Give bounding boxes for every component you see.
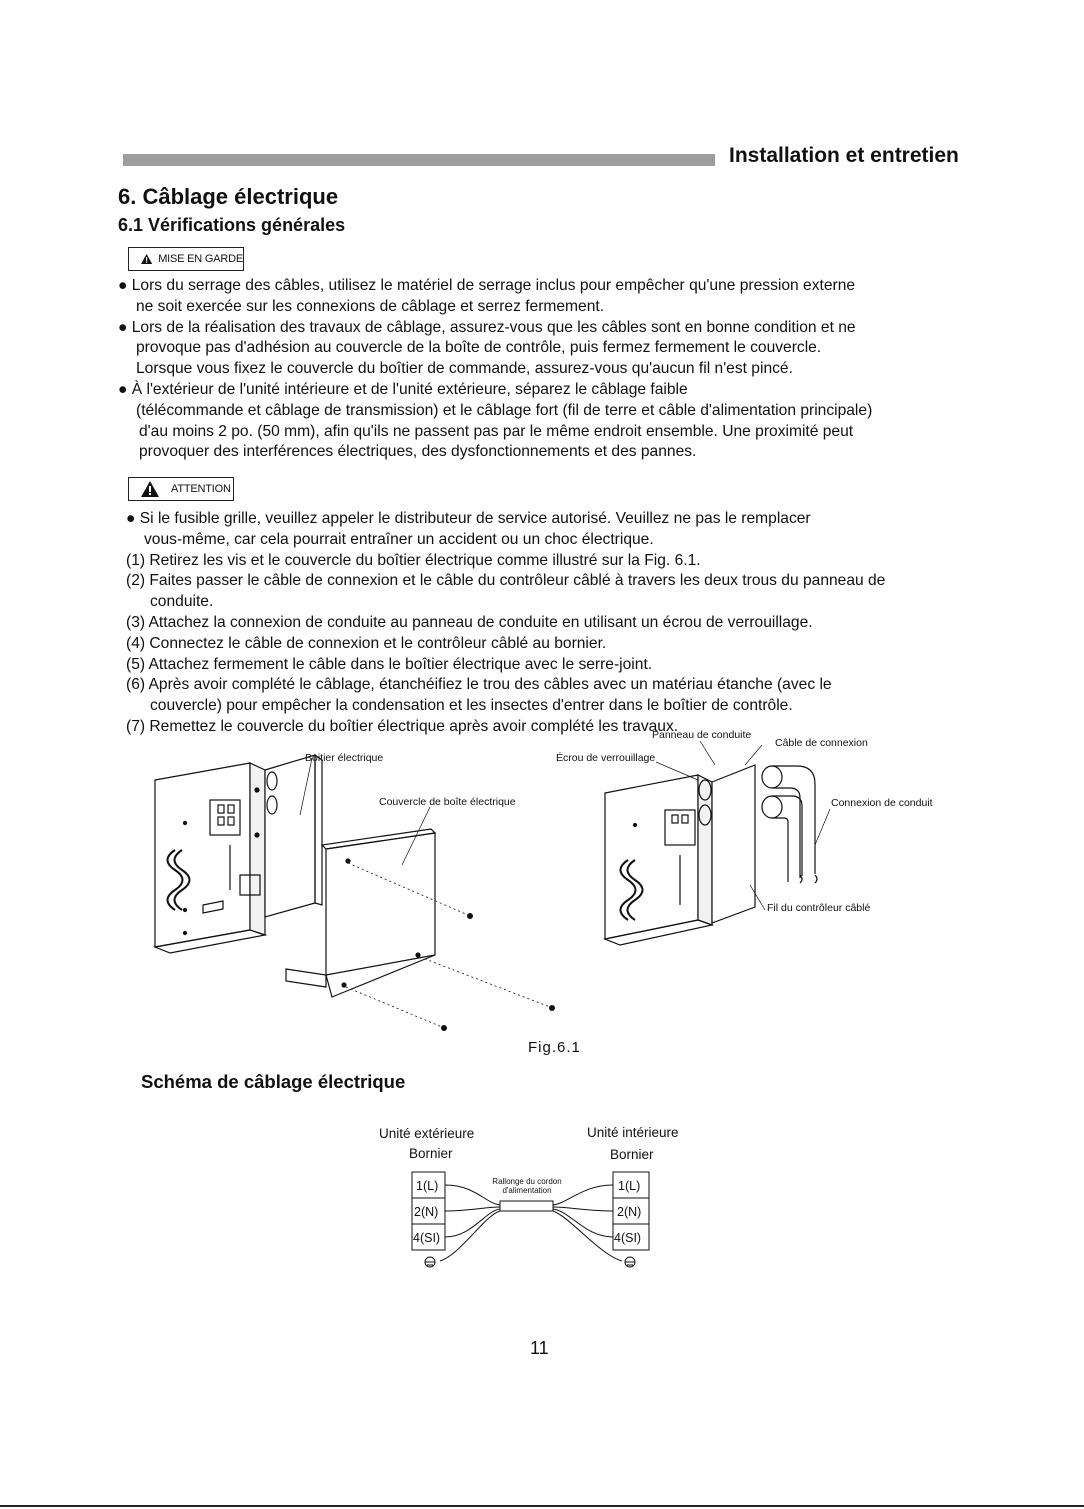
attention-line: (1) Retirez les vis et le couvercle du boîtier électrique comme illustré sur la Fig. 6.1.: [126, 551, 701, 569]
indoor-terminal-2: 2(N): [617, 1205, 642, 1219]
attention-box: [128, 477, 234, 501]
indoor-unit-label: Unité intérieure: [587, 1125, 679, 1140]
wiring-diagram: [400, 1165, 670, 1280]
extension-label-1: Rallonge du cordon: [492, 1177, 562, 1186]
warning-line: ● Lors de la réalisation des travaux de câblage, assurez-vous que les câbles sont en bonne condition et ne: [118, 318, 856, 336]
label-couvercle: Couvercle de boîte électrique: [379, 796, 516, 808]
indoor-terminal-4: 4(SI): [614, 1231, 642, 1245]
indoor-terminal-1: 1(L): [618, 1179, 641, 1193]
header-title: Installation et entretien: [729, 144, 959, 167]
assembled-box-illustration: [605, 765, 817, 945]
section-subtitle: 6.1 Vérifications générales: [118, 215, 346, 235]
outdoor-terminal-2: 2(N): [414, 1205, 439, 1219]
indoor-bornier-label: Bornier: [610, 1147, 654, 1162]
warning-label: MISE EN GARDE: [158, 253, 243, 265]
bottom-rule: [0, 1505, 1084, 1507]
page-number: 11: [530, 1338, 549, 1358]
attention-line: (5) Attachez fermement le câble dans le boîtier électrique avec le serre-joint.: [126, 655, 653, 673]
figure-6-1-drawing: [100, 725, 980, 1035]
attention-line: conduite.: [150, 593, 214, 611]
attention-line: (2) Faites passer le câble de connexion et le câble du contrôleur câblé à travers les deux trous du panneau de: [126, 572, 886, 590]
figure-caption: Fig.6.1: [528, 1039, 581, 1056]
label-connexion: Connexion de conduit: [831, 797, 933, 809]
outdoor-terminal-4: 4(SI): [413, 1231, 441, 1245]
outdoor-bornier-label: Bornier: [409, 1146, 453, 1161]
attention-line: couvercle) pour empêcher la condensation et les insectes d'entrer dans le boîtier de contrôle.: [150, 697, 793, 715]
attention-text: [118, 509, 885, 738]
warning-line: provoque pas d'adhésion au couvercle de la boîte de contrôle, puis fermez fermement le couvercle.: [136, 339, 822, 357]
warning-icon: [141, 481, 159, 497]
header-rule: [123, 154, 715, 166]
section-title: 6. Câblage électrique: [118, 184, 339, 209]
label-ecrou: Écrou de verrouillage: [556, 752, 656, 764]
attention-label: ATTENTION: [171, 483, 231, 495]
warning-line: d'au moins 2 po. (50 mm), afin qu'ils ne passent pas par le même endroit ensemble. Une proximité peut: [139, 422, 854, 440]
attention-line: (7) Remettez le couvercle du boîtier électrique après avoir complété les travaux.: [126, 717, 679, 735]
warning-box: [128, 247, 244, 271]
label-cable: Câble de connexion: [775, 737, 868, 749]
label-panneau: Panneau de conduite: [652, 729, 752, 741]
electrical-box-illustration: [155, 755, 322, 953]
outdoor-terminal-1: 1(L): [416, 1179, 439, 1193]
attention-line: (3) Attachez la connexion de conduite au panneau de conduite en utilisant un écrou de verrouillage.: [126, 613, 813, 631]
warning-line: ne soit exercée sur les connexions de câblage et serrez fermement.: [136, 297, 605, 315]
label-fil: Fil du contrôleur câblé: [767, 902, 871, 914]
warning-icon: [141, 251, 152, 267]
attention-line: (4) Connectez le câble de connexion et le contrôleur câblé au bornier.: [126, 634, 607, 652]
attention-line: vous-même, car cela pourrait entraîner un accident ou un choc électrique.: [144, 530, 654, 548]
extension-label-2: d'alimentation: [502, 1186, 552, 1195]
warning-line: Lorsque vous fixez le couvercle du boîtier de commande, assurez-vous qu'aucun fil n'est pincé.: [136, 360, 793, 378]
warning-text: [118, 276, 872, 463]
warning-line: ● À l'extérieur de l'unité intérieure et de l'unité extérieure, séparez le câblage faible: [118, 380, 688, 398]
attention-line: ● Si le fusible grille, veuillez appeler le distributeur de service autorisé. Veuillez ne pas le remplacer: [126, 510, 811, 527]
schema-title: Schéma de câblage électrique: [141, 1071, 406, 1092]
warning-line: provoquer des interférences électriques, des dysfonctionnements et des pannes.: [139, 443, 697, 461]
label-boitier: Boitier électrique: [305, 752, 384, 764]
outdoor-unit-label: Unité extérieure: [379, 1126, 475, 1141]
attention-line: (6) Après avoir complété le câblage, étanchéifiez le trou des câbles avec un matériau étanche (avec le: [126, 676, 832, 694]
warning-line: (télécommande et câblage de transmission) et le câblage fort (fil de terre et câble d'alimentation principale): [136, 401, 873, 419]
warning-line: ● Lors du serrage des câbles, utilisez le matériel de serrage inclus pour empêcher qu'une pression externe: [118, 277, 856, 294]
